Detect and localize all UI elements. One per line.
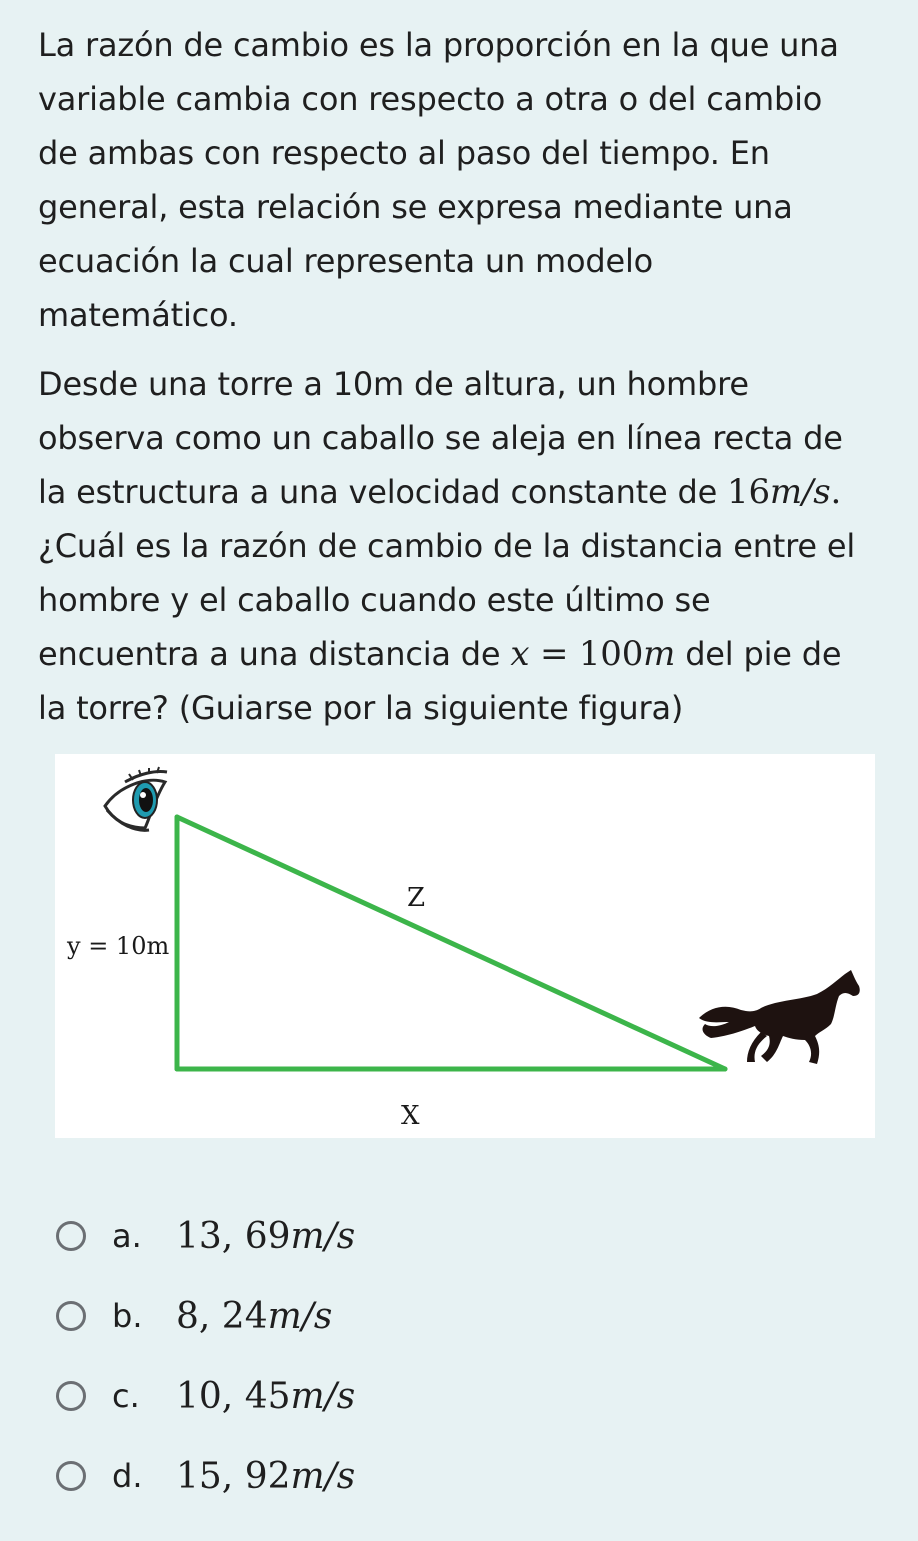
- option-number: 8, 24: [176, 1295, 268, 1337]
- hypotenuse-line: [177, 817, 725, 1069]
- radio-button[interactable]: [56, 1381, 86, 1411]
- intro-line: variable cambia con respecto a otra o del cambio: [38, 80, 823, 118]
- option-a[interactable]: [54, 1196, 474, 1276]
- radio-button[interactable]: [56, 1461, 86, 1491]
- speed-math: [727, 472, 841, 512]
- intro-paragraph: [38, 18, 898, 342]
- option-unit: m/s: [290, 1215, 356, 1257]
- radio-button[interactable]: [56, 1221, 86, 1251]
- intro-line: general, esta relación se expresa mediante una: [38, 188, 793, 226]
- distance-math: [510, 634, 675, 674]
- speed-number: 16: [727, 472, 770, 512]
- intro-line: matemático.: [38, 296, 238, 334]
- option-letter: d.: [112, 1457, 143, 1495]
- option-c[interactable]: [54, 1356, 474, 1436]
- option-letter: a.: [112, 1217, 142, 1255]
- option-value: [176, 1456, 355, 1497]
- problem-line: [38, 627, 898, 681]
- distance-equals: =: [529, 634, 579, 674]
- problem-paragraph: [38, 357, 898, 735]
- option-number: 15, 92: [176, 1455, 291, 1497]
- speed-period: .: [830, 472, 842, 512]
- problem-figure: [55, 754, 875, 1138]
- problem-line: hombre y el caballo cuando este último se: [38, 581, 711, 619]
- option-letter: b.: [112, 1297, 143, 1335]
- horse-icon: [699, 970, 860, 1064]
- option-unit: m/s: [290, 1455, 356, 1497]
- radio-button[interactable]: [56, 1301, 86, 1331]
- option-value: [176, 1216, 355, 1257]
- speed-unit: m/s: [769, 472, 831, 512]
- option-letter: c.: [112, 1377, 140, 1415]
- option-number: 13, 69: [176, 1215, 291, 1257]
- option-d[interactable]: [54, 1436, 474, 1516]
- problem-line: la torre? (Guiarse por la siguiente figura): [38, 689, 684, 727]
- option-value: [176, 1296, 332, 1337]
- problem-line: [38, 465, 898, 519]
- option-unit: m/s: [267, 1295, 333, 1337]
- option-unit: m/s: [290, 1375, 356, 1417]
- option-number: 10, 45: [176, 1375, 291, 1417]
- intro-line: La razón de cambio es la proporción en la que una: [38, 26, 839, 64]
- problem-line: observa como un caballo se aleja en línea recta de: [38, 419, 843, 457]
- problem-text: la estructura a una velocidad constante de: [38, 473, 728, 511]
- eye-icon: [105, 767, 167, 830]
- problem-line: ¿Cuál es la razón de cambio de la distancia entre el: [38, 527, 856, 565]
- distance-unit: m: [643, 634, 676, 674]
- distance-number: 100: [578, 634, 644, 674]
- distance-var: x: [510, 634, 530, 674]
- intro-line: de ambas con respecto al paso del tiempo. En: [38, 134, 770, 172]
- option-value: [176, 1376, 355, 1417]
- triangle-diagram: [55, 754, 875, 1138]
- problem-line: Desde una torre a 10m de altura, un hombre: [38, 365, 749, 403]
- base-label: X: [401, 1101, 420, 1131]
- problem-text: encuentra a una distancia de: [38, 635, 511, 673]
- height-label: y = 10m: [67, 932, 170, 960]
- option-b[interactable]: [54, 1276, 474, 1356]
- intro-line: ecuación la cual representa un modelo: [38, 242, 654, 280]
- problem-text: del pie de: [675, 635, 842, 673]
- hypotenuse-label: Z: [407, 883, 426, 913]
